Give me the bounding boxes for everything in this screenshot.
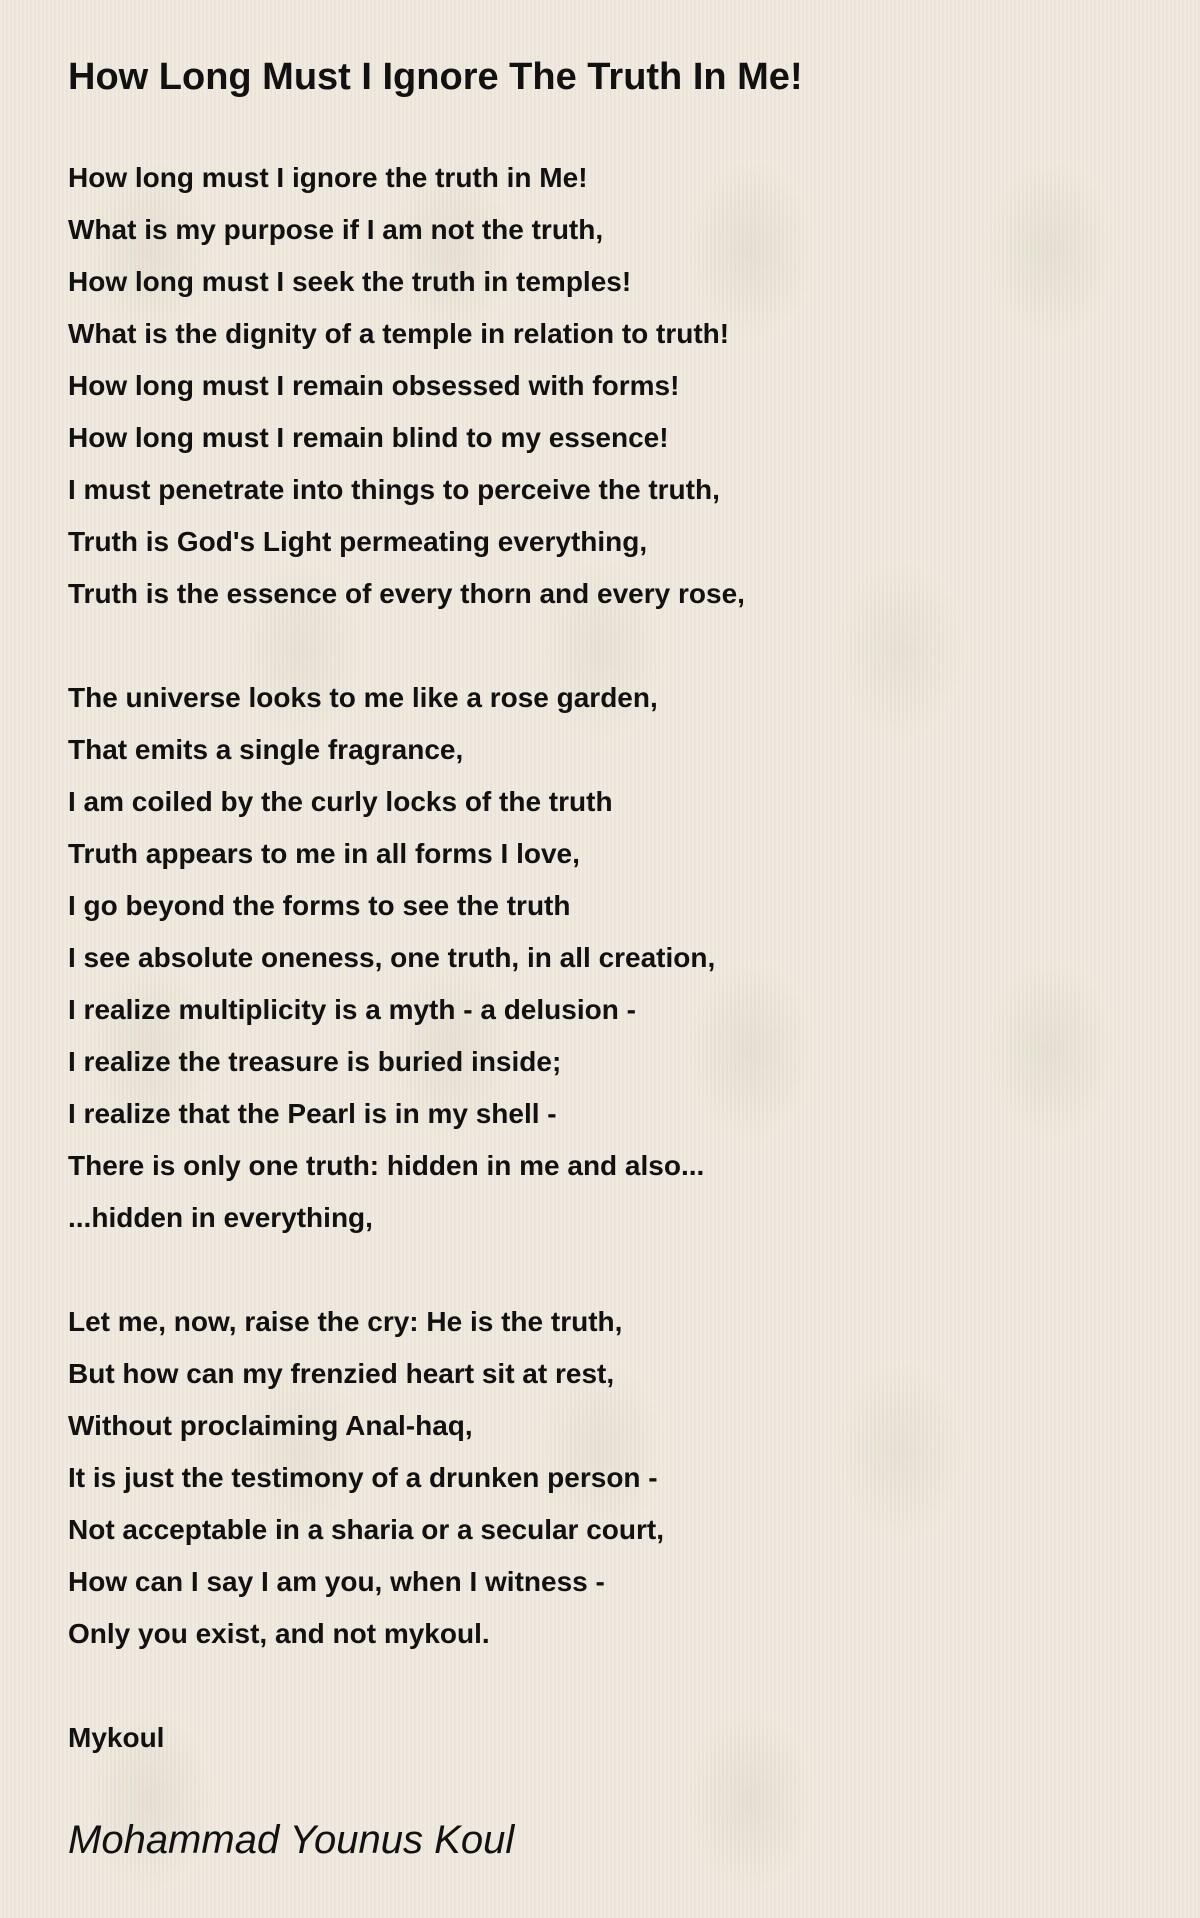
poem-line: The universe looks to me like a rose garden, bbox=[68, 682, 658, 713]
poem-line: I realize that the Pearl is in my shell - bbox=[68, 1098, 557, 1129]
poem-title: How Long Must I Ignore The Truth In Me! bbox=[68, 56, 803, 98]
poem-line: I must penetrate into things to perceive the truth, bbox=[68, 474, 720, 505]
poem-line: How can I say I am you, when I witness - bbox=[68, 1566, 605, 1597]
poem-line: ...hidden in everything, bbox=[68, 1202, 373, 1233]
poem-line: How long must I ignore the truth in Me! bbox=[68, 162, 588, 193]
poem-signoff: Mykoul bbox=[68, 1722, 165, 1753]
poem-line: I go beyond the forms to see the truth bbox=[68, 890, 571, 921]
poem-line: Only you exist, and not mykoul. bbox=[68, 1618, 490, 1649]
poem-line: I realize the treasure is buried inside; bbox=[68, 1046, 562, 1077]
poem-page bbox=[68, 52, 1148, 1868]
poem-stanza-2 bbox=[68, 672, 1148, 1244]
poem-line: I am coiled by the curly locks of the truth bbox=[68, 786, 613, 817]
poem-line: Truth is the essence of every thorn and every rose, bbox=[68, 578, 745, 609]
poem-line: There is only one truth: hidden in me and also... bbox=[68, 1150, 705, 1181]
poem-line: Truth appears to me in all forms I love, bbox=[68, 838, 580, 869]
poem-stanza-3 bbox=[68, 1296, 1148, 1660]
poem-line: Not acceptable in a sharia or a secular court, bbox=[68, 1514, 664, 1545]
poem-stanza-1 bbox=[68, 152, 1148, 620]
poem-line: But how can my frenzied heart sit at rest, bbox=[68, 1358, 615, 1389]
poem-body bbox=[68, 152, 1148, 1764]
poem-line: Without proclaiming Anal-haq, bbox=[68, 1410, 473, 1441]
poem-line: That emits a single fragrance, bbox=[68, 734, 464, 765]
poem-line: What is the dignity of a temple in relation to truth! bbox=[68, 318, 730, 349]
poem-line: How long must I remain obsessed with forms! bbox=[68, 370, 680, 401]
poem-line: I see absolute oneness, one truth, in all creation, bbox=[68, 942, 716, 973]
poem-line: What is my purpose if I am not the truth, bbox=[68, 214, 604, 245]
poem-line: I realize multiplicity is a myth - a delusion - bbox=[68, 994, 636, 1025]
poem-line: How long must I seek the truth in temples! bbox=[68, 266, 632, 297]
poem-line: It is just the testimony of a drunken person - bbox=[68, 1462, 658, 1493]
poem-line: Truth is God's Light permeating everything, bbox=[68, 526, 648, 557]
poem-author: Mohammad Younus Koul bbox=[68, 1818, 515, 1862]
poem-line: How long must I remain blind to my essence! bbox=[68, 422, 669, 453]
poem-line: Let me, now, raise the cry: He is the truth, bbox=[68, 1306, 623, 1337]
